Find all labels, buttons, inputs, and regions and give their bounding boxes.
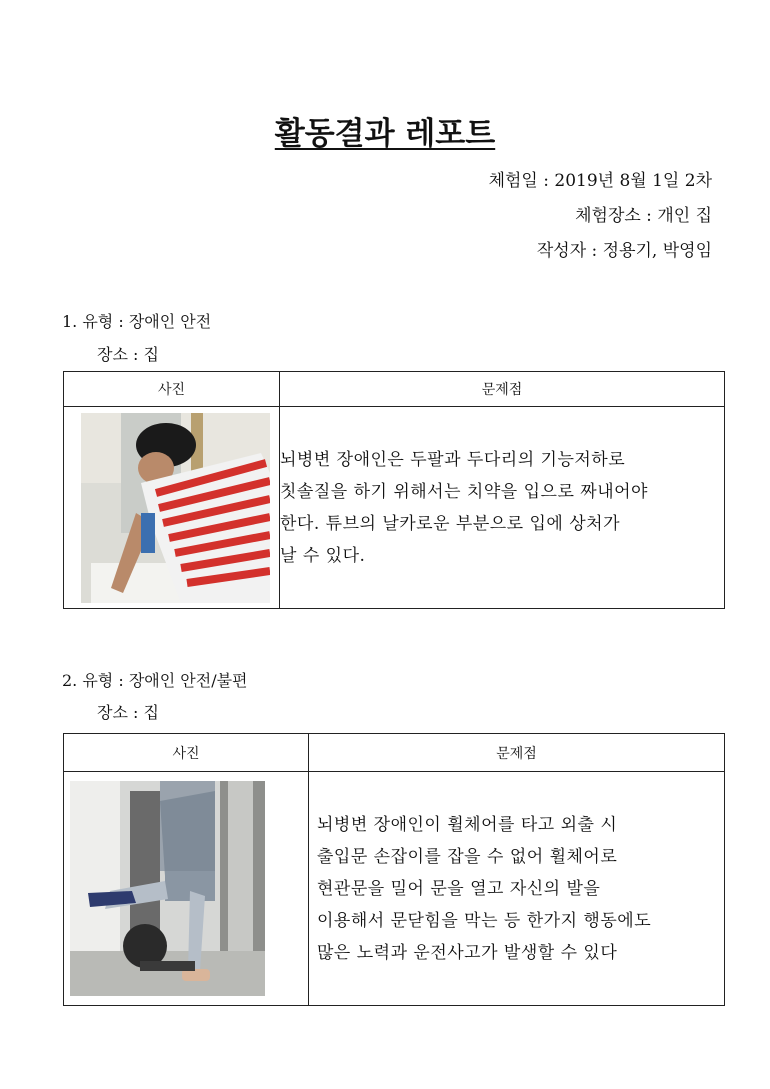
problem-line: 날 수 있다. xyxy=(280,545,366,566)
section-2-table xyxy=(63,733,725,1006)
problem-text xyxy=(280,407,725,609)
problem-line: 뇌병변 장애인이 휠체어를 타고 외출 시 xyxy=(317,814,618,835)
section-1-place: 장소 : 집 xyxy=(97,345,159,364)
author: 작성자 : 정용기, 박영임 xyxy=(536,241,712,261)
section-1-type: 1. 유형 : 장애인 안전 xyxy=(62,312,212,331)
page-title: 활동결과 레포트 xyxy=(274,116,496,152)
problem-line: 현관문을 밀어 문을 열고 자신의 발을 xyxy=(317,878,601,899)
experience-place: 체험장소 : 개인 집 xyxy=(575,206,712,226)
problem-line: 많은 노력과 운전사고가 발생할 수 있다 xyxy=(317,942,618,963)
problem-line: 한다. 튜브의 날카로운 부분으로 입에 상처가 xyxy=(280,513,621,534)
problem-line: 이용해서 문닫힘을 막는 등 한가지 행동에도 xyxy=(317,910,652,931)
problem-line: 칫솔질을 하기 위해서는 치약을 입으로 짜내어야 xyxy=(280,481,648,502)
section-1-table xyxy=(63,371,725,609)
photo-cell xyxy=(64,772,309,1006)
section-2-place: 장소 : 집 xyxy=(97,703,159,722)
photo-cell xyxy=(64,407,280,609)
column-header-problem: 문제점 xyxy=(309,734,725,772)
problem-line: 뇌병변 장애인은 두팔과 두다리의 기능저하로 xyxy=(280,449,626,470)
experience-date: 체험일 : 2019년 8월 1일 2차 xyxy=(488,171,712,191)
column-header-problem: 문제점 xyxy=(280,372,725,407)
column-header-photo: 사진 xyxy=(64,734,309,772)
problem-text xyxy=(309,772,725,1006)
problem-line: 출입문 손잡이를 잡을 수 없어 휠체어로 xyxy=(317,846,618,867)
column-header-photo: 사진 xyxy=(64,372,280,407)
wheelchair-user-door-photo xyxy=(70,781,308,996)
section-2-type: 2. 유형 : 장애인 안전/불편 xyxy=(62,671,248,690)
person-brushing-teeth-photo xyxy=(81,413,279,603)
